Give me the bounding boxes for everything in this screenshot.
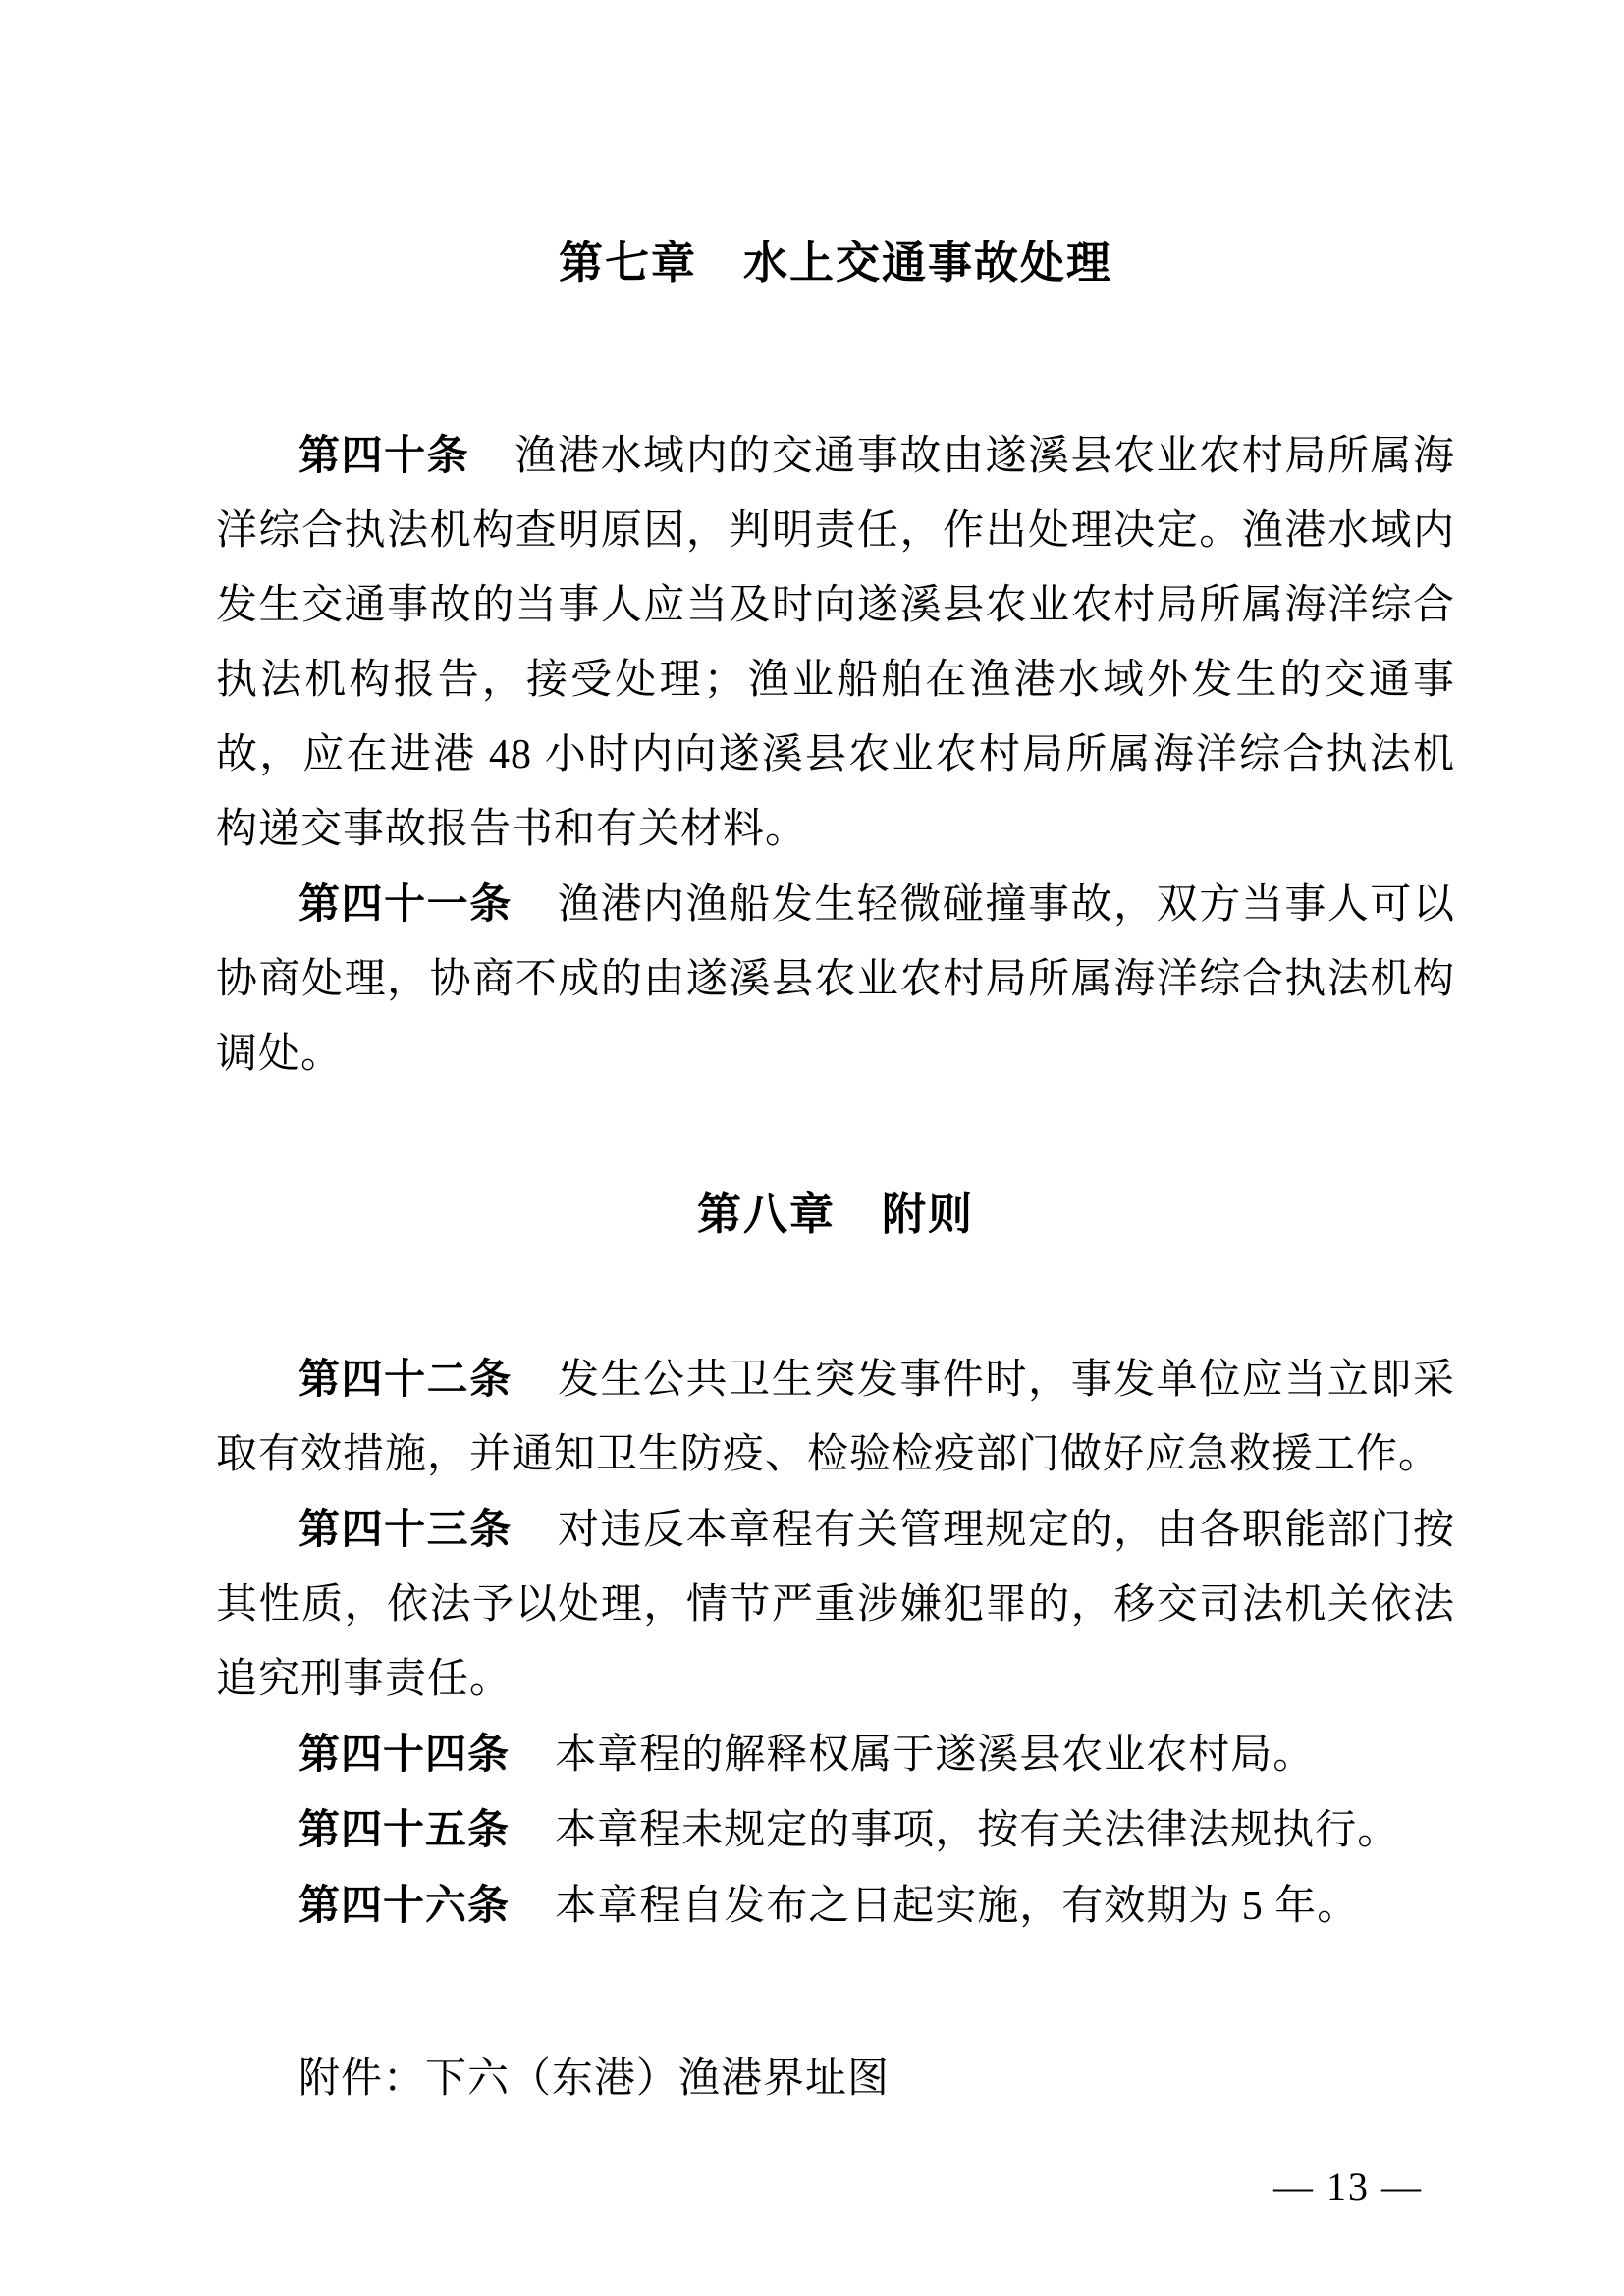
article-44-text: 本章程的解释权属于遂溪县农业农村局。 — [555, 1733, 1316, 1778]
article-45-label: 第四十五条 — [298, 1806, 511, 1852]
article-42-text: 发生公共卫生突发事件时，事发单位应当立即采取有效措施，并通知卫生防疫、检验检疫部门做好应急救援工作。 — [216, 1358, 1455, 1477]
article-41-label: 第四十一条 — [298, 881, 513, 927]
article-46-text: 本章程自发布之日起实施，有效期为 5 年。 — [555, 1884, 1360, 1929]
article-43-label: 第四十三条 — [298, 1506, 513, 1552]
article-40-label: 第四十条 — [298, 432, 470, 478]
article-40-text: 渔港水域内的交通事故由遂溪县农业农村局所属海洋综合执法机构查明原因，判明责任，作出处理决定。渔港水域内发生交通事故的当事人应当及时向遂溪县农业农村局所属海洋综合执法机构报告，接受处理；渔业船舶在渔港水域外发生的交通事故，应在进港 48 小时内向遂溪县农业农村局所属海洋综合执法机构递交事故报告书和有关材料。 — [216, 434, 1455, 852]
document-content — [216, 0, 1455, 2116]
article-45-text: 本章程未规定的事项，按有关法律法规执行。 — [555, 1808, 1400, 1853]
article-43 — [216, 1492, 1455, 1717]
article-43-text: 对违反本章程有关管理规定的，由各职能部门按其性质，依法予以处理，情节严重涉嫌犯罪的，移交司法机关依法追究刑事责任。 — [216, 1508, 1455, 1702]
article-41 — [216, 867, 1455, 1092]
chapter-7-title: 第七章 水上交通事故处理 — [558, 238, 1112, 288]
article-44 — [216, 1717, 1455, 1792]
article-45 — [216, 1792, 1455, 1868]
article-46 — [216, 1868, 1455, 1944]
article-46-label: 第四十六条 — [298, 1882, 511, 1928]
article-42-label: 第四十二条 — [298, 1356, 513, 1402]
article-40 — [216, 418, 1455, 867]
article-42 — [216, 1342, 1455, 1492]
article-44-label: 第四十四条 — [298, 1731, 511, 1777]
page-number: — 13 — — [1273, 2164, 1423, 2209]
chapter-8-title: 第八章 附则 — [696, 1189, 974, 1239]
article-41-text: 渔港内渔船发生轻微碰撞事故，双方当事人可以协商处理，协商不成的由遂溪县农业农村局所属海洋综合执法机构调处。 — [216, 882, 1455, 1077]
attachment-note: 附件：下六（东港）渔港界址图 — [298, 2056, 891, 2102]
